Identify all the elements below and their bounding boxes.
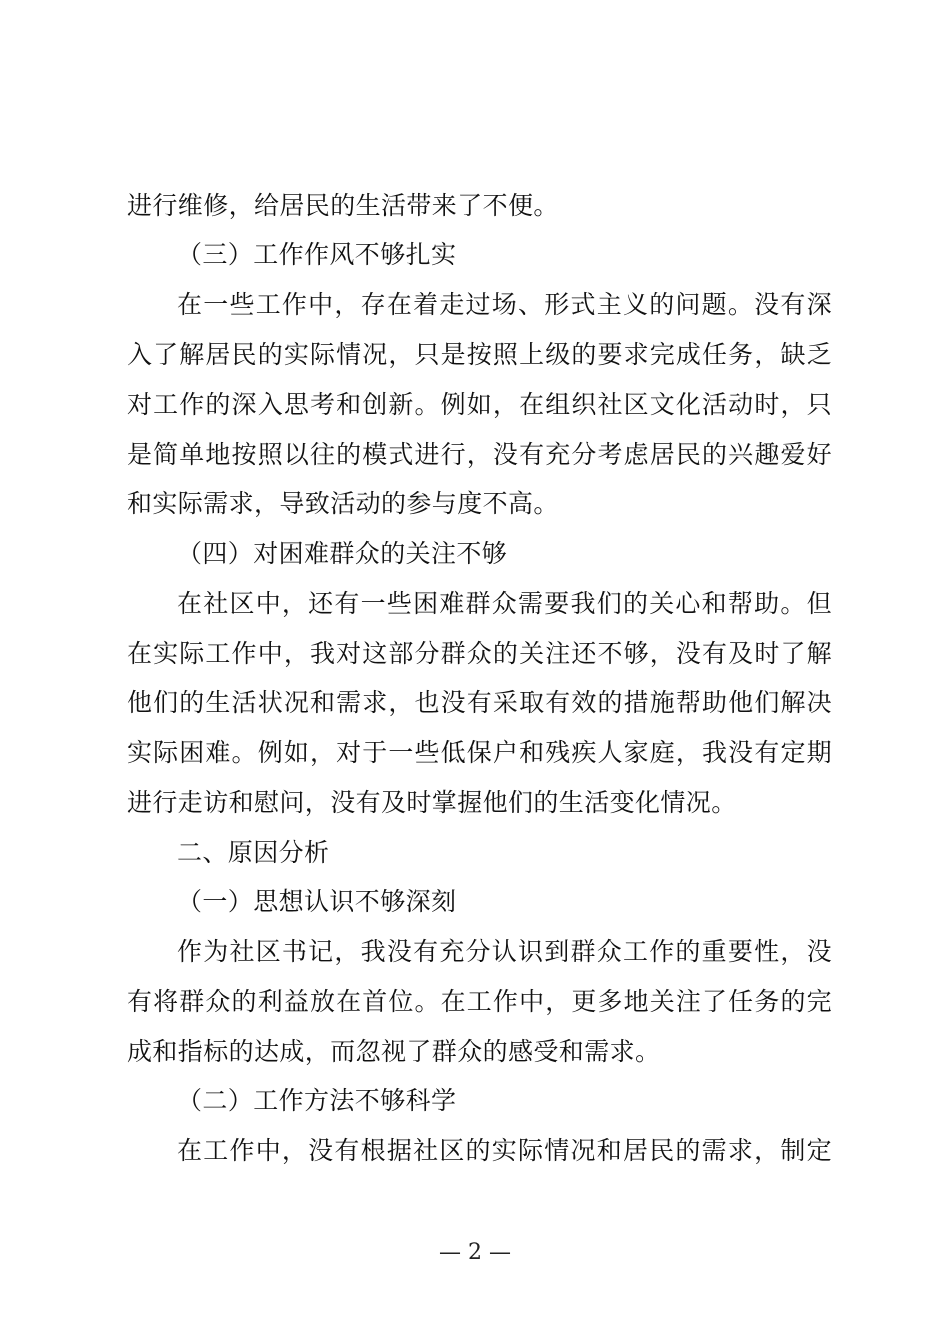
- body-line: 在实际工作中，我对这部分群众的关注还不够，没有及时了解: [127, 639, 832, 668]
- body-line: 和实际需求，导致活动的参与度不高。: [127, 489, 559, 518]
- body-line: 实际困难。例如，对于一些低保户和残疾人家庭，我没有定期: [127, 738, 832, 767]
- body-line: 对工作的深入思考和创新。例如，在组织社区文化活动时，只: [127, 390, 832, 419]
- body-line: 作为社区书记，我没有充分认识到群众工作的重要性，没: [177, 937, 832, 966]
- body-line: 在社区中，还有一些困难群众需要我们的关心和帮助。但: [177, 589, 832, 618]
- page-number: — 2 —: [439, 1240, 511, 1265]
- body-line: 进行维修，给居民的生活带来了不便。: [127, 191, 559, 220]
- section-heading: （一）思想认识不够深刻: [177, 887, 457, 916]
- body-line: 在一些工作中，存在着走过场、形式主义的问题。没有深: [177, 290, 832, 319]
- body-line: 他们的生活状况和需求，也没有采取有效的措施帮助他们解决: [127, 688, 832, 717]
- body-line: 进行走访和慰问，没有及时掌握他们的生活变化情况。: [127, 788, 737, 817]
- body-line: 入了解居民的实际情况，只是按照上级的要求完成任务，缺乏: [127, 340, 832, 369]
- body-line: 有将群众的利益放在首位。在工作中，更多地关注了任务的完: [127, 987, 832, 1016]
- body-line: 是简单地按照以往的模式进行，没有充分考虑居民的兴趣爱好: [127, 440, 832, 469]
- body-line: 在工作中，没有根据社区的实际情况和居民的需求，制定: [177, 1136, 832, 1165]
- body-line: 成和指标的达成，而忽视了群众的感受和需求。: [127, 1037, 661, 1066]
- section-heading: （二）工作方法不够科学: [177, 1086, 457, 1115]
- section-heading: （三）工作作风不够扎实: [177, 240, 457, 269]
- chapter-heading: 二、原因分析: [177, 838, 330, 867]
- section-heading: （四）对困难群众的关注不够: [177, 539, 508, 568]
